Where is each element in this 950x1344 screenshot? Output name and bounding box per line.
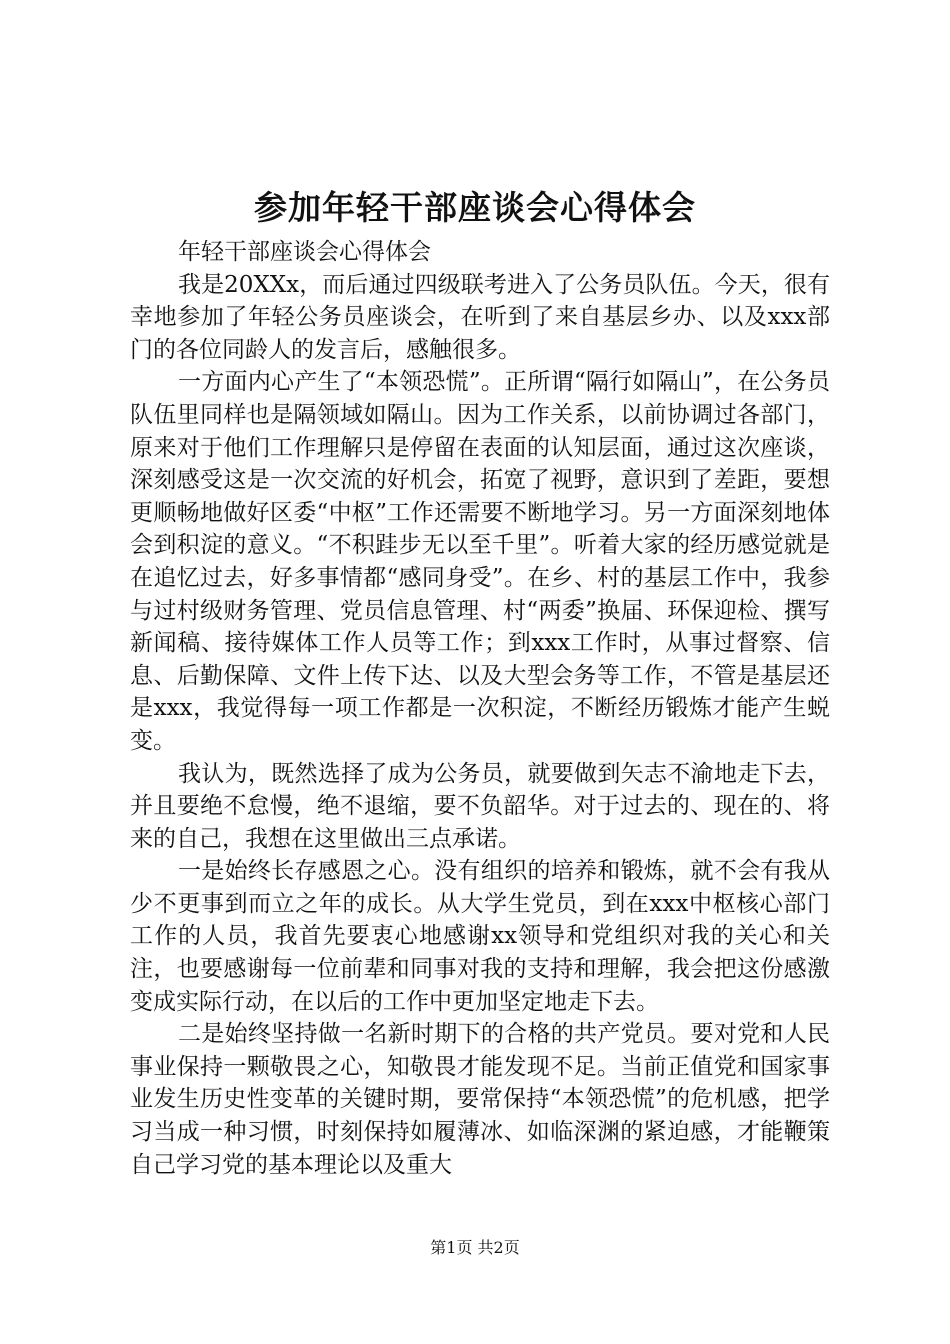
paragraph: 一方面内心产生了“本领恐慌”。正所谓“隔行如隔山”，在公务员队伍里同样也是隔领域如隔山。因为工作关系，以前协调过各部门，原来对于他们工作理解只是停留在表面的认知层面，通过这次座谈，深刻感受这是一次交流的好机会，拓宽了视野，意识到了差距，要想更顺畅地做好区委“中枢”工作还需要不断地学习。另一方面深刻地体会到积淀的意义。“不积跬步无以至千里”。听着大家的经历感觉就是在追忆过去，好多事情都“感同身受”。在乡、村的基层工作中，我参与过村级财务管理、党员信息管理、村“两委”换届、环保迎检、撰写新闻稿、接待媒体工作人员等工作；到xxx工作时，从事过督察、信息、后勤保障、文件上传下达、以及大型会务等工作，不管是基层还是xxx，我觉得每一项工作都是一次积淀，不断经历锻炼才能产生蜕变。 <box>130 369 830 754</box>
page-number-footer: 第1页 共2页 <box>430 1238 520 1257</box>
paragraph: 一是始终长存感恩之心。没有组织的培养和锻炼，就不会有我从少不更事到而立之年的成长。从大学生党员，到在xxx中枢核心部门工作的人员，我首先要衷心地感谢xx领导和党组织对我的关心和关注，也要感谢每一位前辈和同事对我的支持和理解，我会把这份感激变成实际行动，在以后的工作中更加坚定地走下去。 <box>130 858 830 1015</box>
paragraph: 二是始终坚持做一名新时期下的合格的共产党员。要对党和人民事业保持一颗敬畏之心，知敬畏才能发现不足。当前正值党和国家事业发生历史性变革的关键时期，要常保持“本领恐慌”的危机感，把学习当成一种习惯，时刻保持如履薄冰、如临深渊的紧迫感，才能鞭策自己学习党的基本理论以及重大 <box>130 1021 830 1178</box>
paragraph: 我认为，既然选择了成为公务员，就要做到矢志不渝地走下去，并且要绝不怠慢，绝不退缩，要不负韶华。对于过去的、现在的、将来的自己，我想在这里做出三点承诺。 <box>130 760 830 852</box>
paragraph: 年轻干部座谈会心得体会 <box>178 239 431 265</box>
document-title: 参加年轻干部座谈会心得体会 <box>254 188 696 227</box>
paragraph: 我是20XXx，而后通过四级联考进入了公务员队伍。今天，很有幸地参加了年轻公务员座谈会，在听到了来自基层乡办、以及xxx部门的各位同龄人的发言后，感触很多。 <box>130 271 830 363</box>
document-body <box>130 236 830 1181</box>
